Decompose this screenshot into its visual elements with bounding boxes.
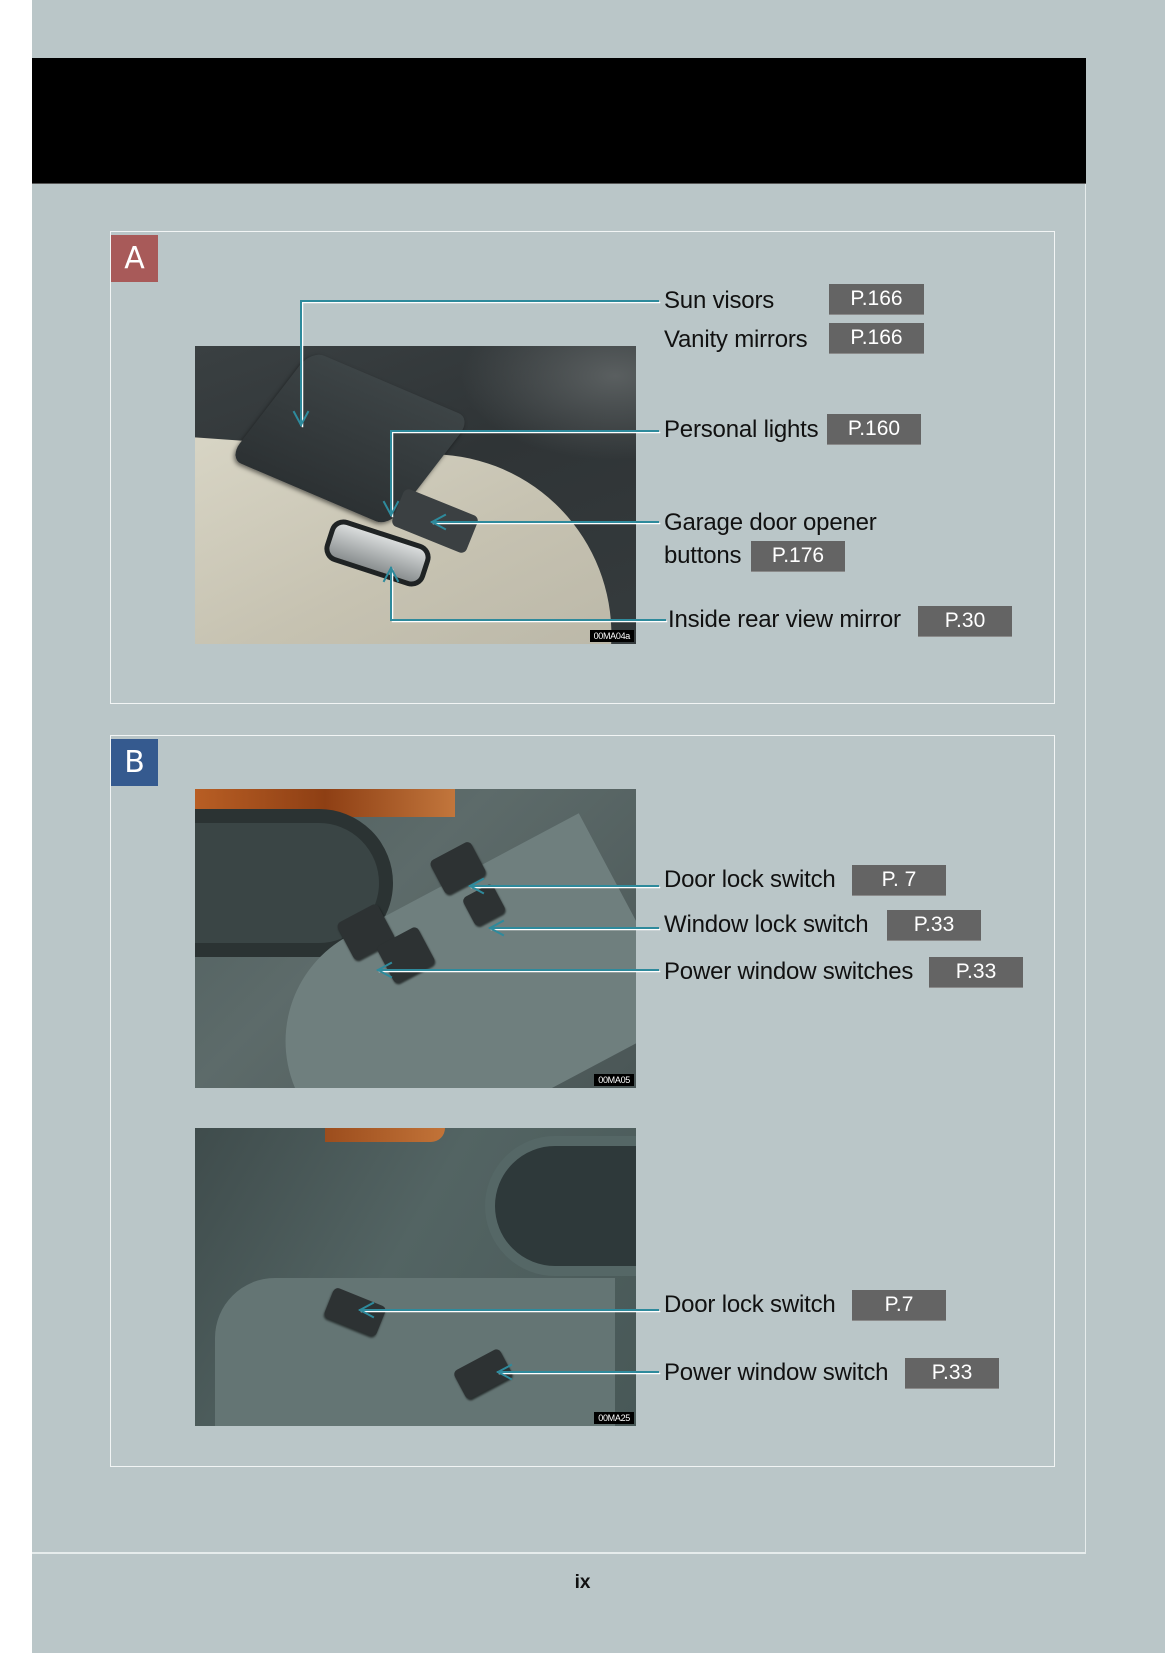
label-power-window-switches: Power window switches bbox=[664, 958, 914, 985]
label-inside-rear-view-mirror: Inside rear view mirror bbox=[668, 606, 901, 633]
label-vanity-mirrors: Vanity mirrors bbox=[664, 326, 808, 353]
label-garage-door-opener-line2: buttons bbox=[664, 542, 742, 569]
page-ref-power-window-switch-passenger[interactable]: P.33 bbox=[905, 1358, 999, 1389]
label-door-lock-switch-passenger: Door lock switch bbox=[664, 1291, 836, 1318]
overhead-console-photo bbox=[195, 346, 636, 644]
header-bar bbox=[32, 58, 1086, 184]
wood-trim-shape bbox=[325, 1128, 445, 1142]
image-code: 00MA04a bbox=[590, 630, 634, 642]
label-sun-visors: Sun visors bbox=[664, 287, 775, 314]
section-a-badge: A bbox=[111, 235, 158, 282]
page-ref-door-lock-switch[interactable]: P. 7 bbox=[852, 865, 946, 896]
page-ref-power-window-switches[interactable]: P.33 bbox=[929, 957, 1023, 988]
page-ref-personal-lights[interactable]: P.160 bbox=[827, 414, 921, 445]
page-ref-inside-rear-view-mirror[interactable]: P.30 bbox=[918, 606, 1012, 637]
label-power-window-switch-passenger: Power window switch bbox=[664, 1359, 889, 1386]
page-ref-sun-visors[interactable]: P.166 bbox=[829, 284, 924, 315]
page-ref-door-lock-switch-passenger[interactable]: P.7 bbox=[852, 1290, 946, 1321]
page-number: ix bbox=[574, 1572, 591, 1593]
image-code: 00MA25 bbox=[594, 1412, 634, 1424]
section-b-badge: B bbox=[111, 739, 158, 786]
label-personal-lights: Personal lights bbox=[664, 416, 819, 443]
armrest-shape bbox=[215, 1278, 615, 1426]
passenger-door-photo bbox=[195, 1128, 636, 1426]
page-ref-vanity-mirrors[interactable]: P.166 bbox=[829, 323, 924, 354]
page-ref-window-lock-switch[interactable]: P.33 bbox=[887, 910, 981, 941]
page-margin bbox=[0, 0, 32, 1653]
door-handle-shape bbox=[485, 1136, 636, 1276]
label-window-lock-switch: Window lock switch bbox=[664, 911, 869, 938]
label-door-lock-switch: Door lock switch bbox=[664, 866, 836, 893]
label-garage-door-opener: Garage door opener bbox=[664, 509, 877, 536]
page-ref-garage-door-opener[interactable]: P.176 bbox=[751, 541, 845, 572]
image-code: 00MA05 bbox=[594, 1074, 634, 1086]
driver-door-photo bbox=[195, 789, 636, 1088]
